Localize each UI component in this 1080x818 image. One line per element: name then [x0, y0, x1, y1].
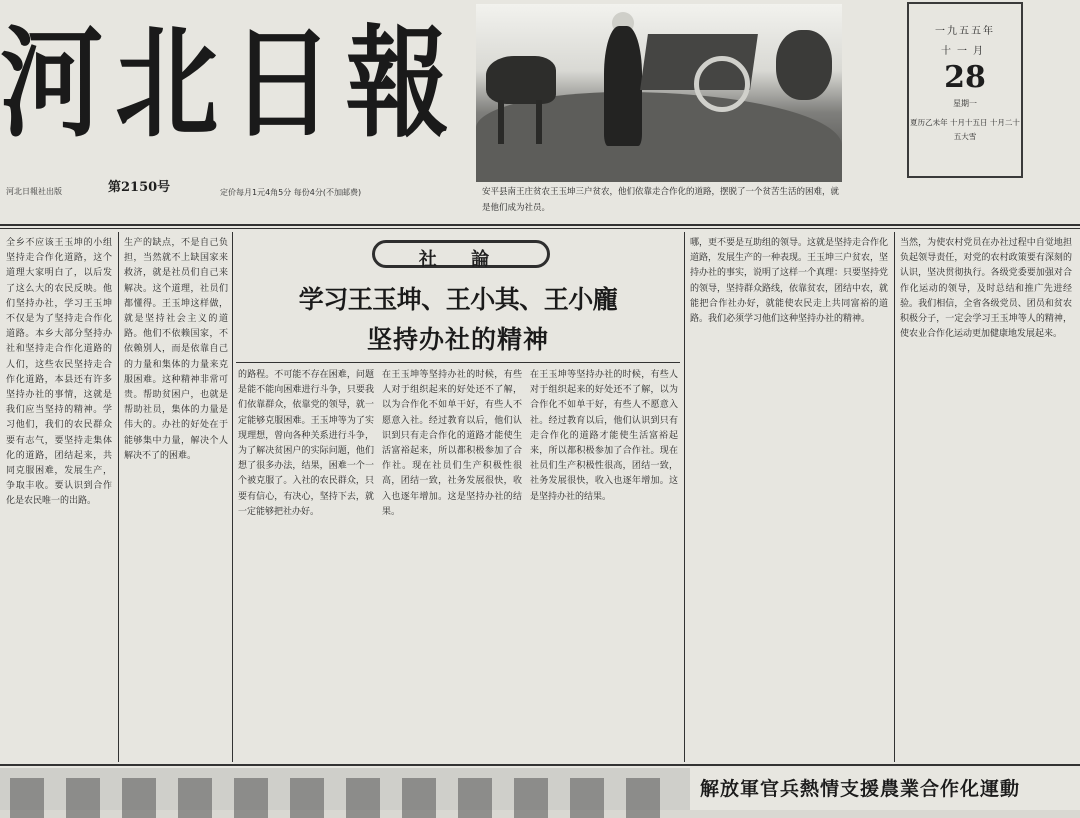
column-rule [894, 232, 895, 762]
editorial-headline-line2: 坚持办社的精神 [366, 325, 549, 354]
issue-number: 第2150号 [108, 180, 171, 195]
editorial-header [236, 232, 680, 360]
masthead-rule [0, 224, 1080, 226]
bottom-headline-left [0, 768, 690, 810]
editorial-label-frame [372, 240, 550, 268]
date-day: 28 [944, 60, 986, 95]
editorial-rule [236, 362, 680, 363]
masthead-fine-print-left: 河北日報社出版 [6, 187, 62, 196]
column-rule [684, 232, 685, 762]
masthead-rule-thin [0, 228, 1080, 229]
editorial-label: 社 論 [418, 249, 504, 270]
date-lunar: 夏历乙未年 十月十五日 十月二十五大雪 [910, 118, 1020, 141]
date-box [907, 2, 1023, 178]
masthead-price: 定价每月1元4角5分 每份4分(不加邮费) [220, 188, 362, 197]
editorial-column-4: 哪，更不要是互助组的领导。这就是坚持走合作化道路，发展生产的一种表现。王玉坤三户贫农，坚持办社的事实，说明了这样一个真理：只要坚持党的领导，坚持群众路线，依靠贫农，团结中农，就能把合作社办好，就能使农民走上共同富裕的道路。我们必须学习他们这种坚持办社的精神。 [690, 238, 889, 325]
farmer-figure [604, 26, 642, 146]
ox-figure [486, 56, 556, 104]
front-photo [476, 4, 842, 179]
cart-wheel [694, 56, 750, 112]
editorial-column-3: 在王玉坤等坚持办社的时候，有些人对于组织起来的好处还不了解，以为合作化不如单干好，有些人不愿意入社。经过教育以后，他们认识到只有走合作化的道路才能使生活富裕起来，所以都积极参加了合作社。现在社员们生产积极性很高，团结一致，社务发展很快，收入也逐年增加。这是坚持办社的结果。 [530, 370, 678, 502]
date-weekday: 星期一 [953, 99, 977, 108]
masthead-title: 河北日報 [0, 13, 461, 154]
article-column-2: 生产的缺点，不是自己负担，当然就不上缺国家来救济，就是社员们自己来解决。这个道理，社员们都懂得。王玉坤这样做，就是坚持社会主义的道路。他们不依赖国家，不依赖别人，而是依靠自己的力量和集体的力量来克服困难。这种精神非常可贵。帮助贫困户，也就是帮助社员，集体的力量是伟大的。办社的好处在于能够集中力量，解决个人解决不了的困难。 [124, 238, 228, 461]
date-year: 一九五五年 [935, 26, 995, 37]
bottom-rule [0, 764, 1080, 766]
column-rule [232, 232, 233, 762]
article-column-1: 全乡不应该王玉坤的小组坚持走合作化道路，这个道理大家明白了，以后发了这么大的农民反映。他们坚持办社，学习王玉坤不仅是为了坚持走合作化道路。本乡大部分坚持办社和坚持走合作化道路的人们，这些农民坚持走合作化道路，本县还有许多坚持办社的事情，这就是我们应当坚持的精神。学习他们，我们的农民群众要有志气，要坚持走集体化的道路，团结起来，共同克服困难，发展生产，争取丰收。要认识到合作化是农民唯一的出路。 [6, 238, 112, 507]
photo-caption: 安平县南王庄贫农王玉坤三户贫农，他们依靠走合作化的道路，摆脱了一个贫苦生活的困难，就是他们成为社员。 [482, 187, 840, 213]
date-month: 十一月 [941, 46, 989, 57]
column-rule [118, 232, 119, 762]
bottom-headline-right: 解放軍官兵熱情支援農業合作化運動 [700, 778, 1021, 800]
editorial-column-1: 的路程。不可能不存在困难，问题是能不能向困难进行斗争，只要我们依靠群众，依靠党的领导，就一定能够克服困难。王玉坤等为了实现理想，曾向各种关系进行斗争，为了解决贫困户的实际问题，他们想了很多办法，结果，困难一个一个被克服了。入社的农民群众，只要有信心，有决心，坚持下去，就一定能够把社办好。 [238, 370, 374, 517]
article-column-6: 当然，为使农村党员在办社过程中自觉地担负起领导责任，对党的农村政策要有深刻的认识，坚决贯彻执行。各级党委要加强对合作化运动的领导，及时总结和推广先进经验。我们相信，全省各级党员、团员和贫农积极分子，一定会学习王玉坤等人的精神，使农业合作化运动更加健康地发展起来。 [900, 238, 1072, 340]
editorial-headline-line1: 学习王玉坤、王小其、王小龐 [298, 285, 618, 314]
editorial-column-2: 在王玉坤等坚持办社的时候，有些人对于组织起来的好处还不了解，以为合作化不如单干好，有些人不愿意入社。经过教育以后，他们认识到只有走合作化的道路才能使生活富裕起来，所以都积极参加了合作社。现在社员们生产积极性很高，团结一致，社务发展很快，收入也逐年增加。这是坚持办社的结果。 [382, 370, 522, 517]
